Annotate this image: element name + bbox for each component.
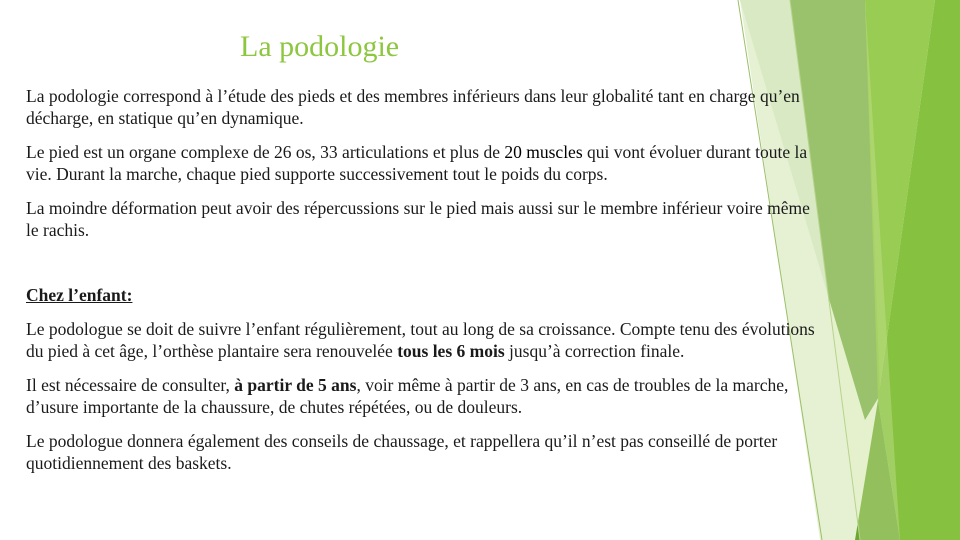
- paragraph-consult-end: , voir même à partir de 3 ans, en cas de troubles de la marche, d’usure importante de la chaussure, de chutes répétées, ou de douleurs.: [26, 375, 789, 417]
- paragraph-consult-start: Il est nécessaire de consulter,: [26, 375, 235, 395]
- paragraph-follow-up-start: Le podologue se doit de suivre l’enfant régulièrement, tout au long de sa croissance. Compte tenu des évolutions du pied à cet âge, l’orthèse plantaire sera renouvelée: [26, 319, 815, 361]
- muscles-term: 20 muscles: [504, 142, 583, 162]
- consult-age: à partir de 5 ans: [234, 375, 357, 395]
- paragraph-follow-up-end: jusqu’à correction finale.: [504, 341, 685, 361]
- paragraph-anatomy-start: Le pied est un organe complexe de 26 os, 33 articulations et plus de: [26, 142, 505, 162]
- paragraph-follow-up: [26, 318, 826, 362]
- paragraph-anatomy-end: qui vont évoluer durant toute la vie. Durant la marche, chaque pied supporte successivement tout le poids du corps.: [26, 142, 808, 184]
- paragraph-definition: La podologie correspond à l’étude des pieds et des membres inférieurs dans leur globalité tant en charge qu’en décharge, en statique qu’en dynamique.: [26, 86, 800, 128]
- paragraph-consult: [26, 374, 826, 418]
- paragraph-deformation: La moindre déformation peut avoir des répercussions sur le pied mais aussi sur le membre inférieur voire même le rachis.: [26, 198, 810, 240]
- renewal-frequency: tous les 6 mois: [397, 341, 505, 361]
- paragraph-advice: Le podologue donnera également des conseils de chaussage, et rappellera qu’il n’est pas conseillé de porter quotidiennement des baskets.: [26, 431, 778, 473]
- slide-content: [26, 85, 826, 474]
- paragraph-anatomy: [26, 141, 826, 185]
- slide-title: La podologie: [240, 30, 400, 63]
- subheading-child: Chez l’enfant:: [26, 285, 133, 305]
